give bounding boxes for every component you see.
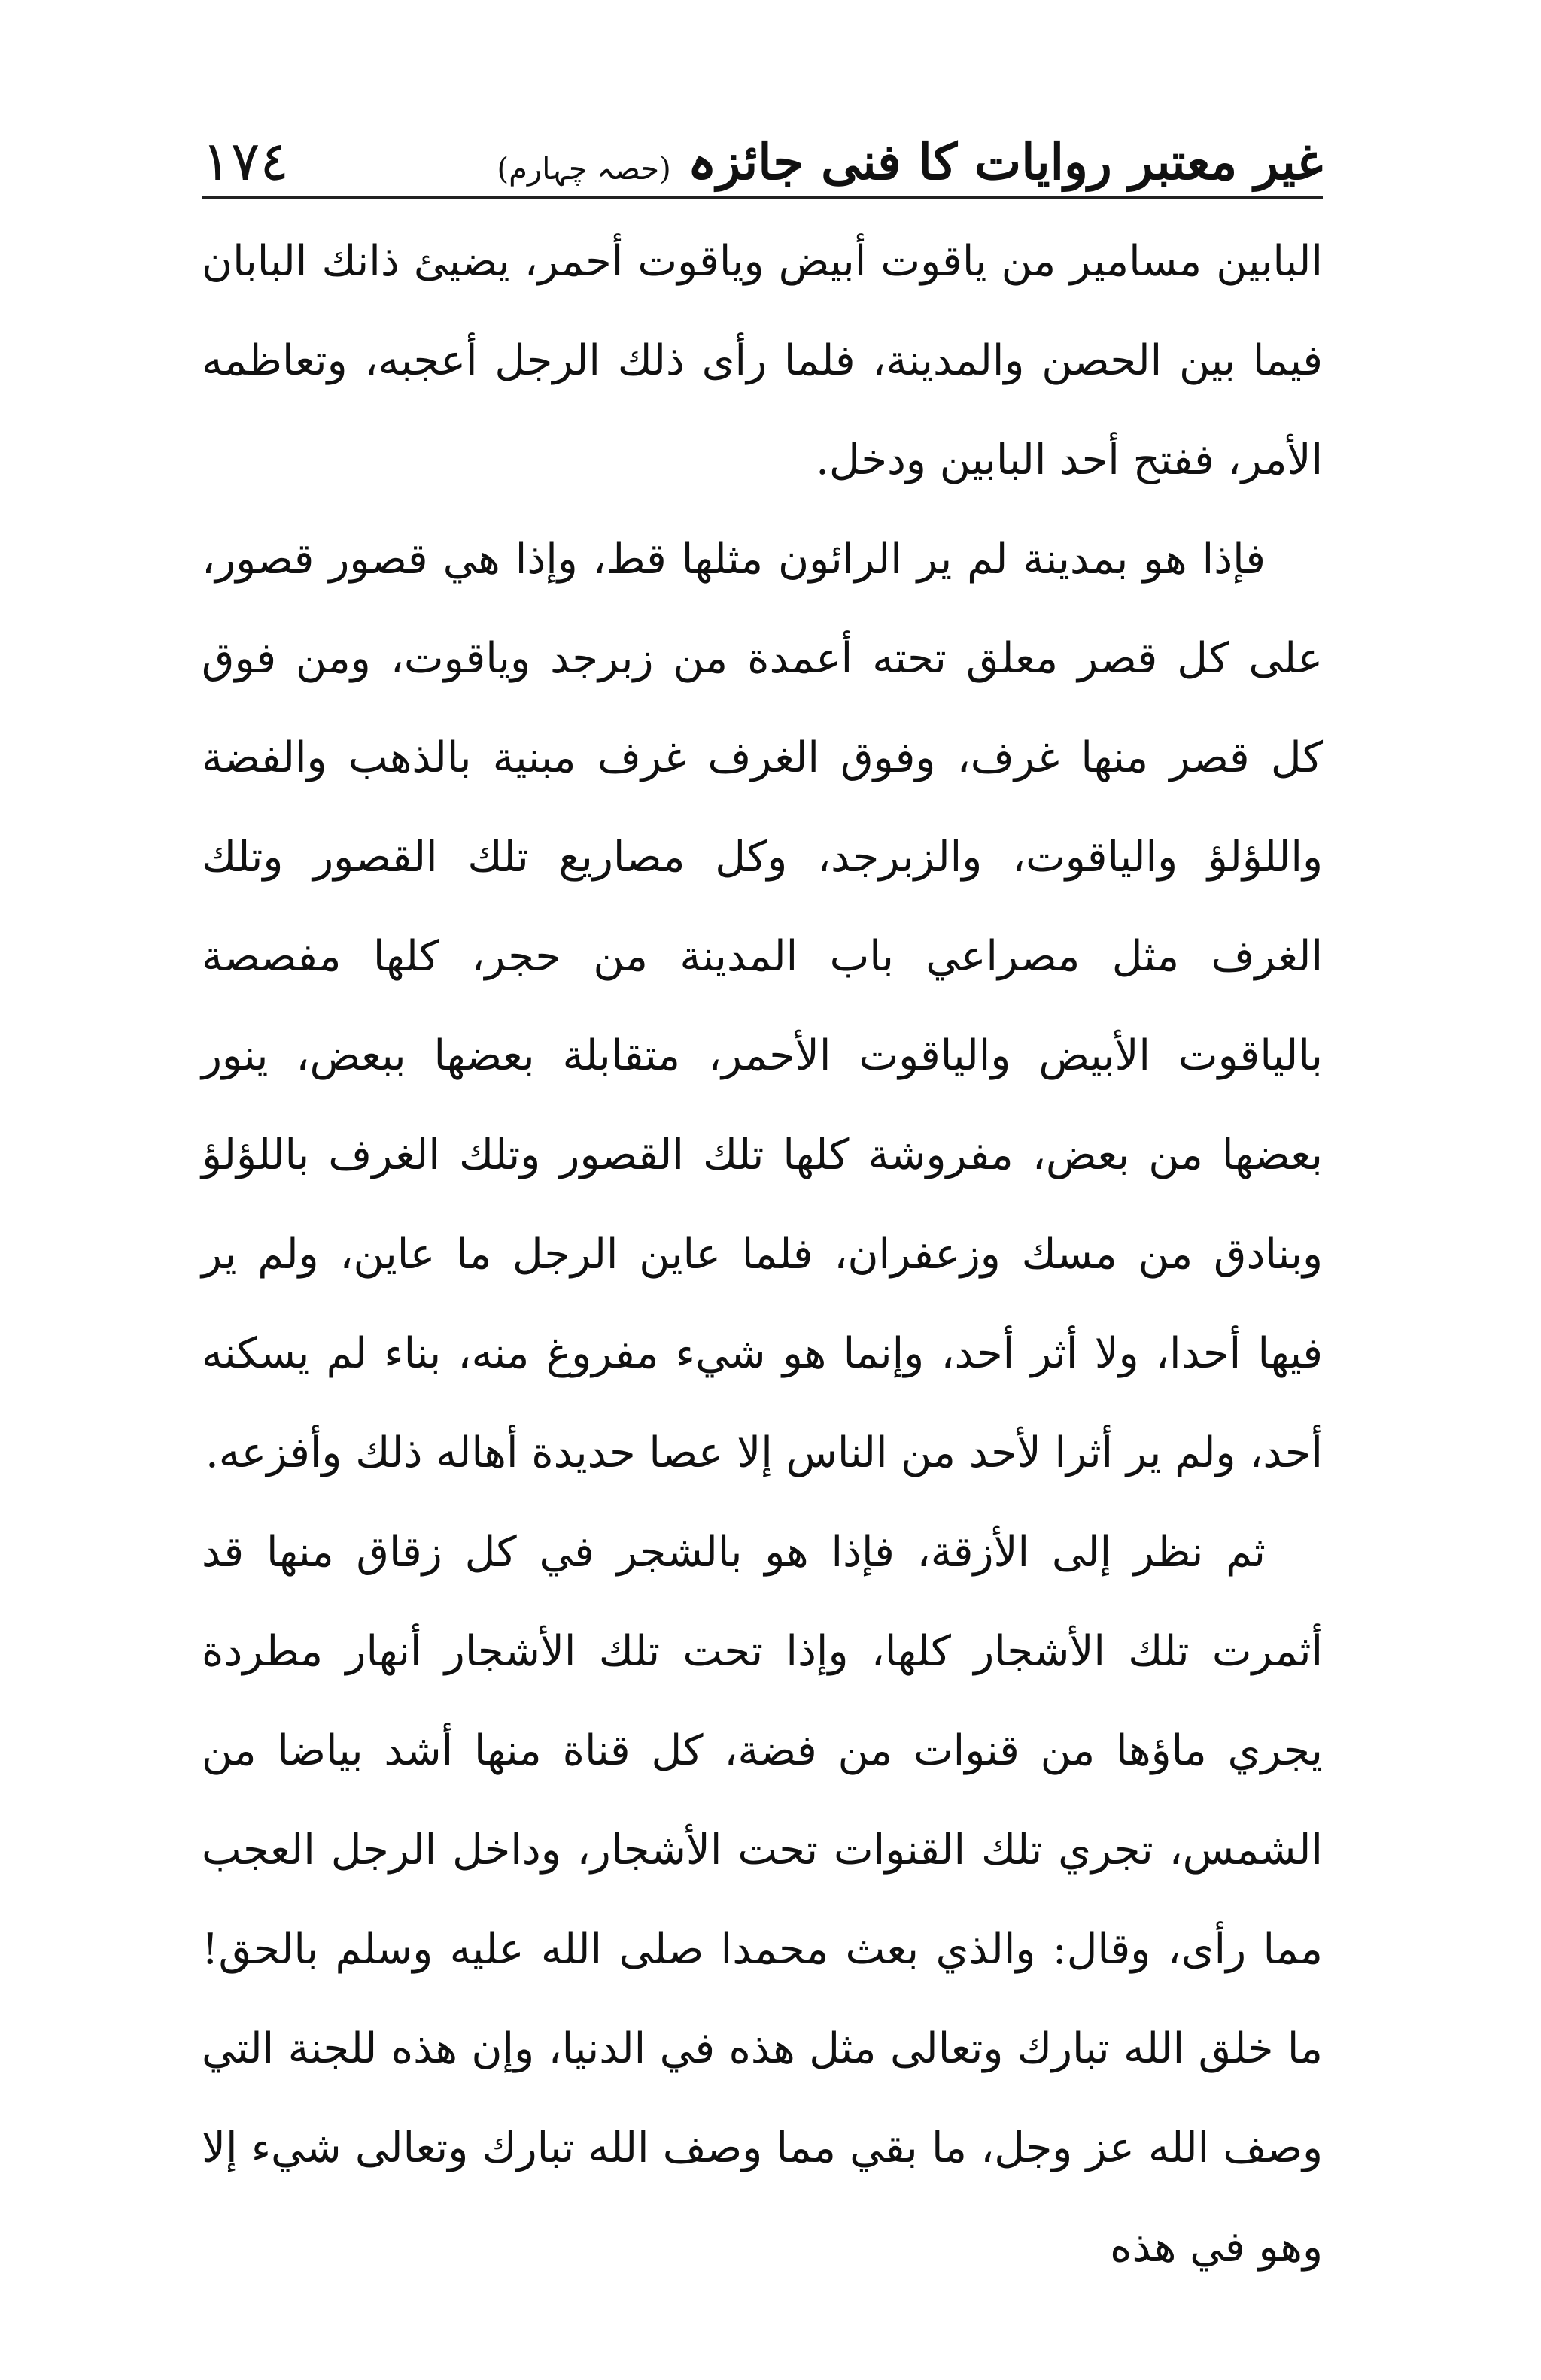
paragraph-1: البابين مسامير من ياقوت أبيض وياقوت أحمر، يضيئ ذانك البابان فيما بين الحصن والمدينة، فلما رأى ذلك الرجل أعجبه، وتعاظمه الأمر، ففتح أحد البابين ودخل.	[202, 237, 1323, 484]
volume-label: (حصہ چہارم)	[497, 152, 671, 187]
arabic-body-text	[202, 212, 1323, 2297]
page-number: ١٧٤	[202, 129, 290, 193]
paragraph-3: ثم نظر إلى الأزقة، فإذا هو بالشجر في كل زقاق منها قد أثمرت تلك الأشجار كلها، وإذا تحت تلك الأشجار أنهار مطردة يجري ماؤها من قنوات من فضة، كل قناة منها أشد بياضا من الشمس، تجري تلك القنوات تحت الأشجار، وداخل الرجل العجب مما رأى، وقال: والذي بعث محمدا صلى الله عليه وسلم بالحق! ما خلق الله تبارك وتعالى مثل هذه في الدنيا، وإن هذه للجنة التي وصف الله عز وجل، ما بقي مما وصف الله تبارك وتعالى شيء إلا وهو في هذه	[202, 1528, 1323, 2272]
paragraph-2: فإذا هو بمدينة لم ير الرائون مثلها قط، وإذا هي قصور قصور، على كل قصر معلق تحته أعمدة من زبرجد وياقوت، ومن فوق كل قصر منها غرف، وفوق الغرف غرف مبنية بالذهب والفضة واللؤلؤ والياقوت، والزبرجد، وكل مصاريع تلك القصور وتلك الغرف مثل مصراعي باب المدينة من حجر، كلها مفصصة بالياقوت الأبيض والياقوت الأحمر، متقابلة بعضها ببعض، ينور بعضها من بعض، مفروشة كلها تلك القصور وتلك الغرف باللؤلؤ وبنادق من مسك وزعفران، فلما عاين الرجل ما عاين، ولم ير فيها أحدا، ولا أثر أحد، وإنما هو شيء مفروغ منه، بناء لم يسكنه أحد، ولم ير أثرا لأحد من الناس إلا عصا حديدة أهاله ذلك وأفزعه.	[202, 535, 1324, 1477]
page-header	[202, 113, 1323, 199]
book-title: غیر معتبر روایات کا فنی جائزہ	[687, 132, 1323, 191]
running-title	[497, 132, 1323, 191]
